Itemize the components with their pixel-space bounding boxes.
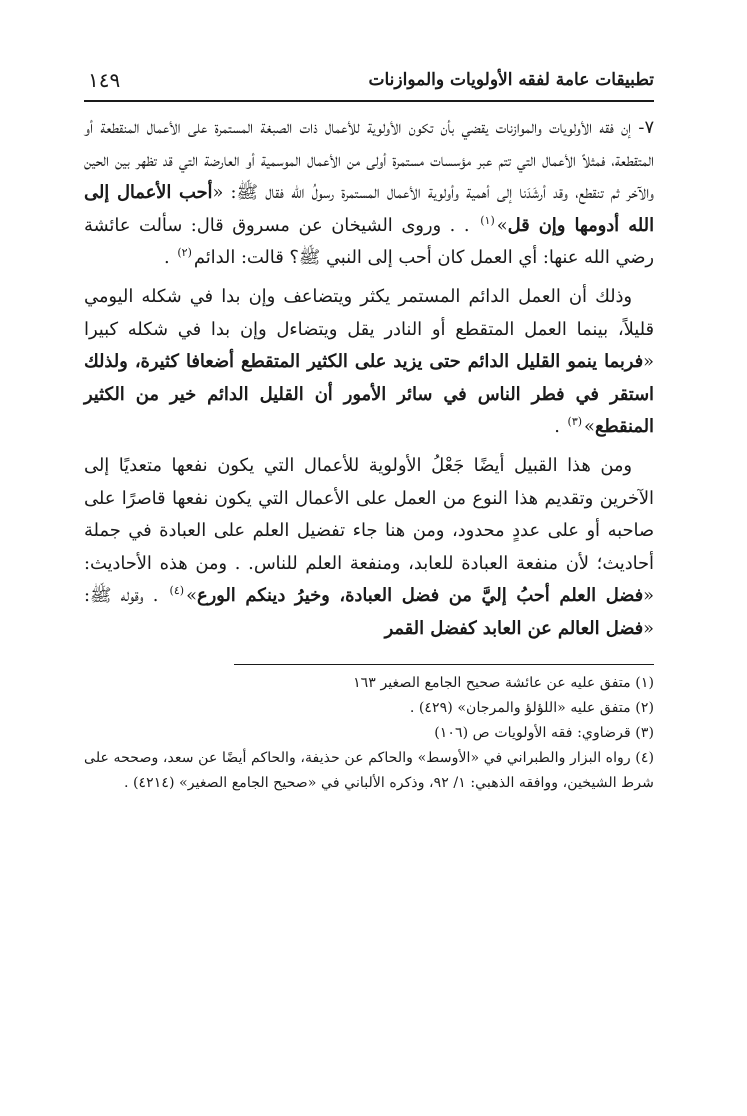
running-title: تطبيقات عامة لفقه الأولويات والموازنات [368,70,654,90]
quoted-passage: فربما ينمو القليل الدائم حتى يزيد على الكثير المتقطع أضعافا كثيرة، ولذلك استقر في فطر الناس في سائر الأمور أن القليل الدائم خير من الكثير المنقطع [84,351,654,438]
footnote-marker-3: (٣) [567,415,583,429]
paragraph-3-text-a: ومن هذا القبيل أيضًا جَعْلُ الأولوية للأعمال التي يكون نفعها متعديًا إلى الآخرين وتقديم هذا النوع من العمل على الأعمال التي يكون نفعها قاصرًا على صاحبه أو على عددٍ محدود، ومن هنا جاء تفضيل العلم على العبادة في جملة أحاديث؛ لأن منفعة العبادة للعابد، ومنفعة العلم للناس. . ومن هذه الأحاديث: « [84,454,654,607]
footnote-marker-1: (١) [480,213,495,227]
main-text [84,112,654,646]
paragraph-2-text-a: وذلك أن العمل الدائم المستمر يكثر ويتضاعف وإن بدا في شكله اليومي قليلاً، بينما العمل المتقطع أو النادر يقل ويتضاءل وإن بدا في شكله كبيرا « [84,285,654,373]
page-header [84,66,654,102]
quote-close-2: » [584,416,595,438]
footnote-marker-4: (٤) [169,584,185,598]
page-number: ١٤٩ [88,68,121,92]
hadith-quote-2: فضل العلم أحبُ إليَّ من فضل العبادة، وخيرُ دينكم الورع [196,585,644,607]
footnote-separator [234,664,654,665]
footnote-3: (٣) قرضاوي: فقه الأولويات ص (١٠٦) [434,724,654,741]
hadith-quote-3: فضل العالم عن العابد كفضل القمر [384,617,644,639]
paragraph-2-text-b: . [554,416,560,438]
quote-close-1: » [496,214,508,236]
paragraph-1-text-a: ٧- إن فقه الأولويات والموازنات يقضي بأن تكون الأولوية للأعمال ذات الصبغة المستمرة على الأعمال المنقطعة أو المتقطعة، فمثلاً الأعمال التي تتم عبر مؤسسات مستمرة أولى من الأعمال الموسمية أو العارضة التي قد تظهر بين الحين والآخر ثم تنقطع، وقد أرشَدَنا إلى أهمية وأولوية الأعمال المستمرة رسولُ الله فقال ﷺ: « [84,117,654,204]
paragraph-2 [84,281,654,444]
paragraph-3-text-b: . وقوله ﷺ: « [84,585,654,639]
quote-close-3: » [186,585,197,607]
footnote-1: (١) متفق عليه عن عائشة صحيح الجامع الصغير ١٦٣ [353,674,654,691]
paragraph-1-text-c: . [164,247,170,269]
footnote-marker-2: (٢) [177,246,192,260]
paragraph-1-text-b: . . وروى الشيخان عن مسروق قال: سألت عائشة رضي الله عنها: أي العمل كان أحب إلى النبي ﷺ؟ قالت: الدائم [84,214,654,269]
book-page [84,66,654,1076]
paragraph-1 [84,112,654,275]
footnote-4: (٤) رواه البزار والطبراني في «الأوسط» والحاكم عن حذيفة، والحاكم أيضًا عن سعد، وصححه على شرط الشيخين، ووافقه الذهبي: ١/ ٩٢، وذكره الألباني في «صحيح الجامع الصغير» (٤٢١٤) . [84,749,654,791]
footnotes [84,671,654,796]
paragraph-3 [84,450,654,646]
footnote-2: (٢) متفق عليه «اللؤلؤ والمرجان» (٤٢٩) . [409,699,654,716]
hadith-quote-1: أحب الأعمال إلى الله أدومها وإن قل [84,182,655,236]
